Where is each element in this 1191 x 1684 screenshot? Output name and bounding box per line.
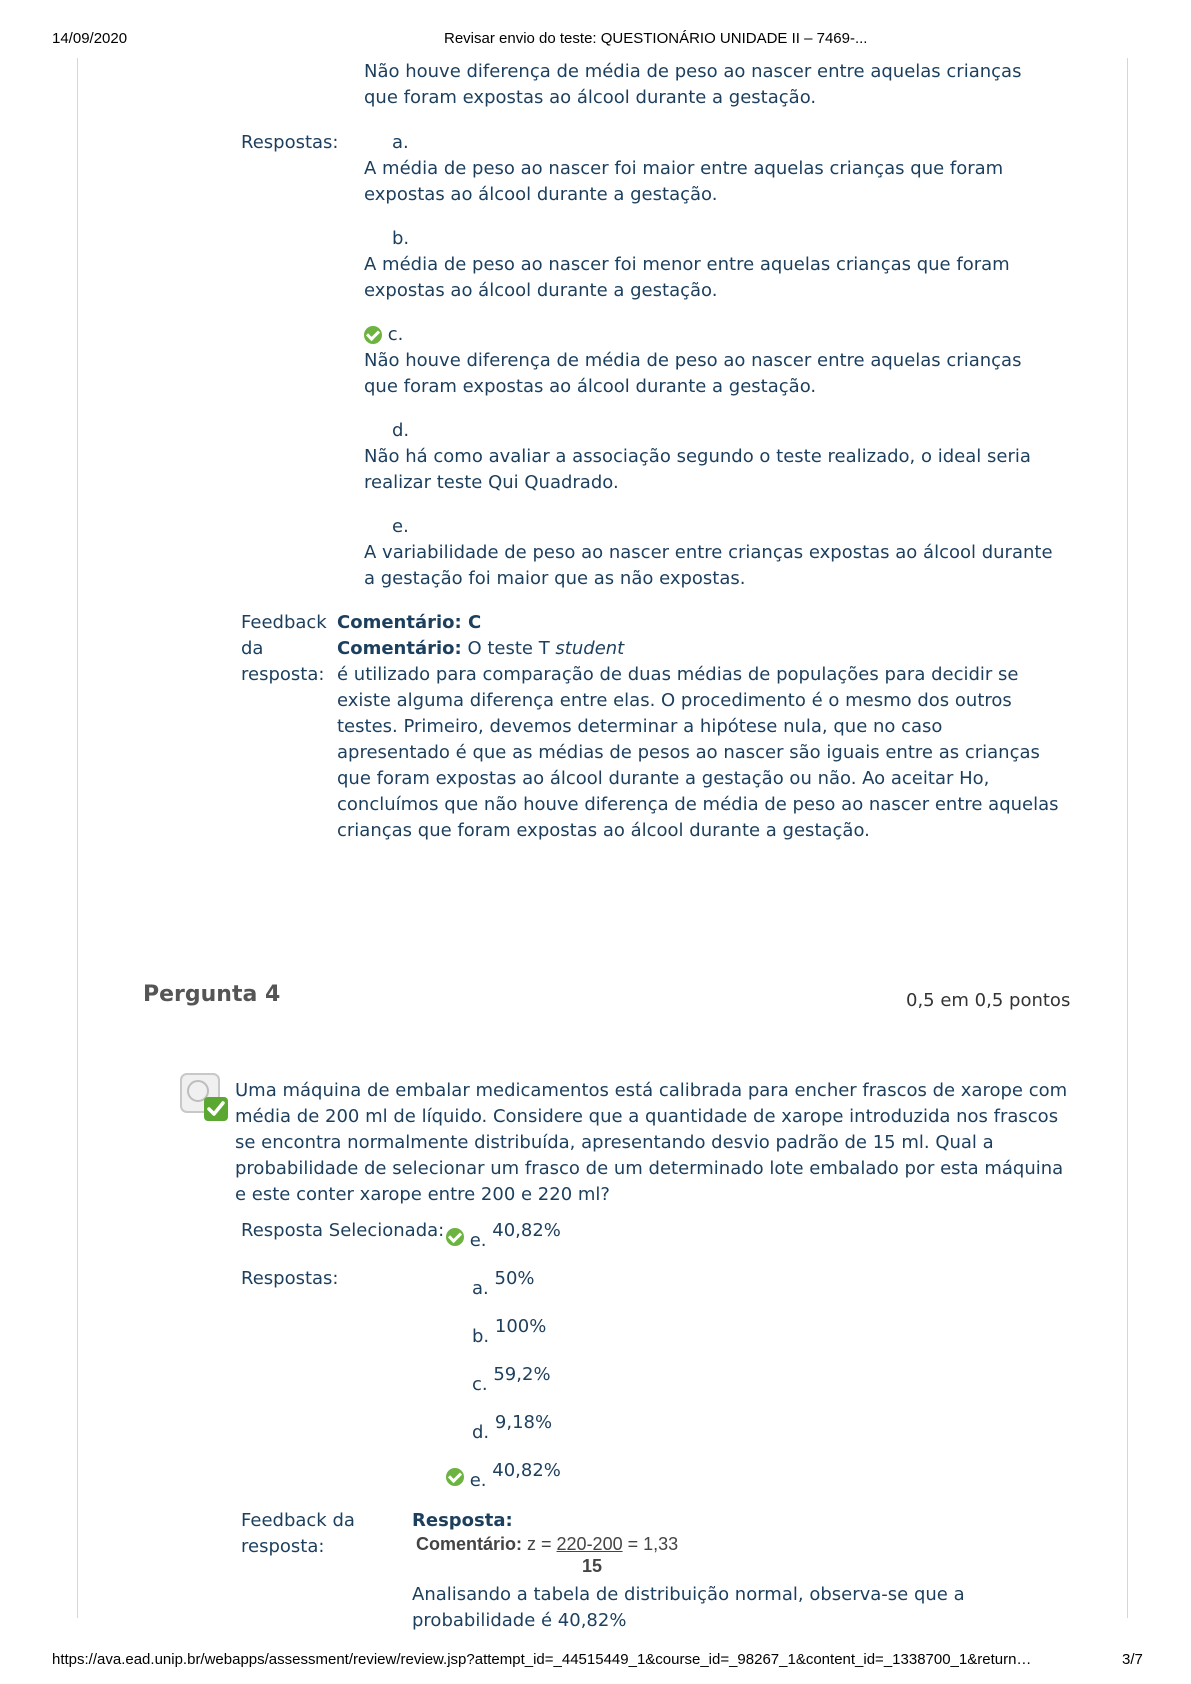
- q3-option-d: d. Não há como avaliar a associação segundo o teste realizado, o ideal seria realizar teste Qui Quadrado.: [364, 420, 1031, 493]
- print-url: https://ava.ead.unip.br/webapps/assessment/review/review.jsp?attempt_id=_44515449_1&course_id=_98267_1&content_id=_1338700_1&return…: [52, 1651, 1032, 1668]
- correct-status-icon: [180, 1073, 230, 1123]
- answer-option: a. 50%: [472, 1268, 535, 1299]
- q3-option-e: e. A variabilidade de peso ao nascer entre crianças expostas ao álcool durante a gestação foi maior que as não expostas.: [364, 516, 1053, 589]
- question-text: Uma máquina de embalar medicamentos está calibrada para encher frascos de xarope com média de 200 ml de líquido. Considere que a quantidade de xarope introduzida nos frascos se encontra normalmente distribuída, apresentando desvio padrão de 15 ml. Qual a probabilidade de selecionar um frasco de um determinado lote embalado por esta máquina e este conter xarope entre 200 e 220 ml?: [235, 1080, 1068, 1205]
- q3-feedback-label: Feedback da resposta:: [241, 612, 327, 685]
- feedback-label: Feedback da resposta:: [241, 1510, 355, 1557]
- q3-option-b: b. A média de peso ao nascer foi menor entre aquelas crianças que foram expostas ao álcool durante a gestação.: [364, 228, 1010, 301]
- q3-option-a: a. A média de peso ao nascer foi maior entre aquelas crianças que foram expostas ao álcool durante a gestação.: [364, 132, 1004, 205]
- print-date: 14/09/2020: [52, 30, 128, 47]
- print-title: Revisar envio do teste: QUESTIONÁRIO UNIDADE II – 7469-...: [444, 30, 868, 47]
- selected-answer-label: Resposta Selecionada:: [241, 1220, 445, 1241]
- question-title: Pergunta 4: [143, 982, 281, 1007]
- correct-check-icon: [364, 326, 382, 344]
- q3-answers-label: Respostas:: [241, 132, 339, 153]
- feedback-heading: Resposta:: [412, 1510, 513, 1531]
- feedback-text: Analisando a tabela de distribuição normal, observa-se que a probabilidade é 40,82%: [412, 1584, 965, 1631]
- answer-option: b. 100%: [472, 1316, 547, 1347]
- answers-label: Respostas:: [241, 1268, 339, 1289]
- answer-option-correct: e. 40,82%: [446, 1458, 561, 1484]
- print-page-number: 3/7: [1122, 1651, 1143, 1668]
- correct-check-icon: [446, 1468, 464, 1486]
- answer-option: c. 59,2%: [472, 1364, 551, 1395]
- feedback-formula-denominator: 15: [582, 1556, 603, 1576]
- selected-answer: e. 40,82%: [446, 1218, 561, 1244]
- q3-selected-answer: Não houve diferença de média de peso ao nascer entre aquelas crianças que foram expostas ao álcool durante a gestação.: [364, 61, 1022, 108]
- q3-feedback-text: Comentário: C Comentário: O teste T student é utilizado para comparação de duas médias de populações para decidir se existe alguma diferença entre elas. O procedimento é o mesmo dos outros testes. Primeiro, devemos determinar a hipótese nula, que no caso apresentado é que as médias de pesos ao nascer são iguais entre as crianças que foram expostas ao álcool durante a gestação ou não. Ao aceitar Ho, concluímos que não houve diferença de média de peso ao nascer entre aquelas crianças que foram expostas ao álcool durante a gestação.: [337, 612, 1059, 841]
- correct-check-icon: [446, 1228, 464, 1246]
- q3-option-c: c. Não houve diferença de média de peso ao nascer entre aquelas crianças que foram expostas ao álcool durante a gestação.: [364, 324, 1022, 397]
- answer-option: d. 9,18%: [472, 1412, 553, 1443]
- content-border-left: [77, 58, 78, 1618]
- question-score: 0,5 em 0,5 pontos: [906, 990, 1071, 1011]
- content-border-right: [1127, 58, 1128, 1618]
- feedback-formula: Comentário: z = 220-200 = 1,33: [416, 1534, 679, 1554]
